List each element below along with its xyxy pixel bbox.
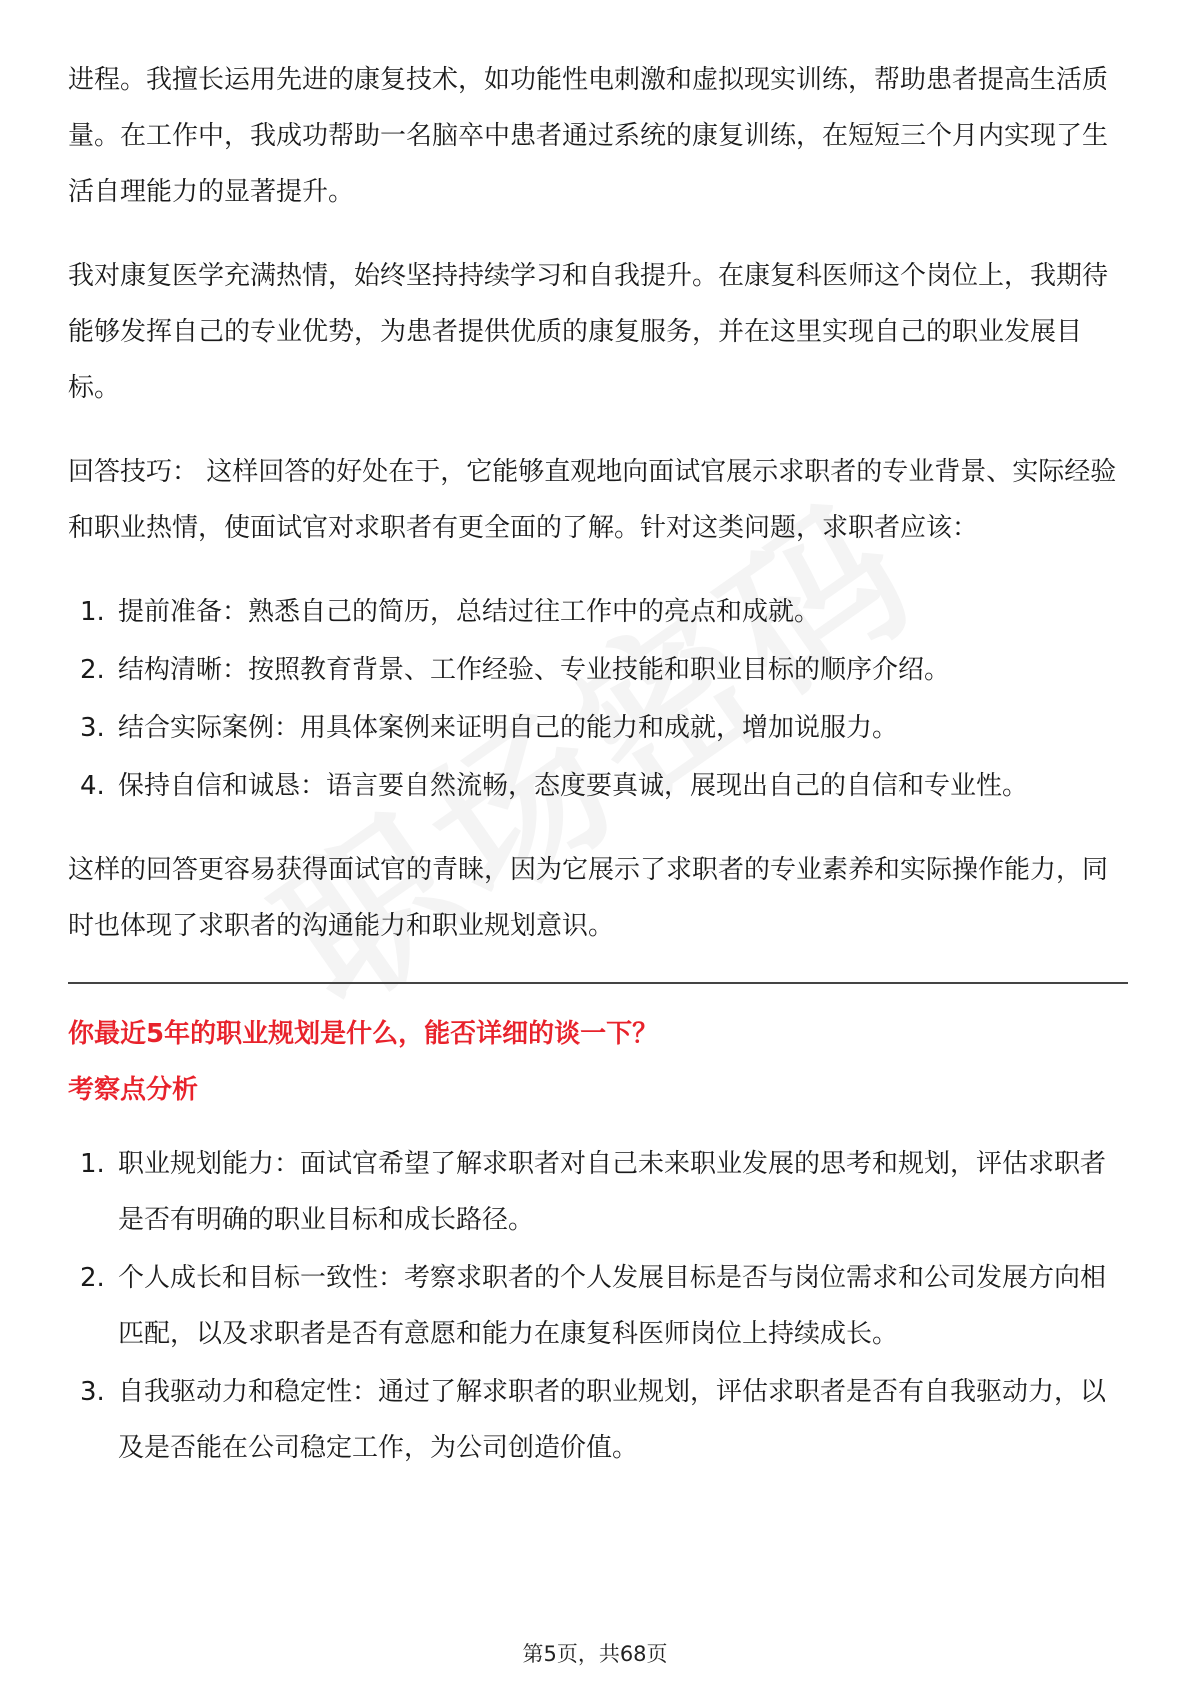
paragraph-answer-tips: 回答技巧： 这样回答的好处在于，它能够直观地向面试官展示求职者的专业背景、实际经验和职业热情，使面试官对求职者有更全面的了解。针对这类问题，求职者应该： — [68, 457, 1117, 543]
page-footer: 第5页，共68页 — [522, 1642, 668, 1666]
list-item-number: 2. — [80, 1263, 105, 1293]
list-item — [68, 642, 1128, 698]
list-item — [68, 1136, 1128, 1248]
list-item-number: 1. — [80, 597, 105, 627]
paragraph-passion: 我对康复医学充满热情，始终坚持持续学习和自我提升。在康复科医师这个岗位上，我期待能够发挥自己的专业优势，为患者提供优质的康复服务，并在这里实现自己的职业发展目标。 — [68, 261, 1109, 403]
list-item-text: 个人成长和目标一致性：考察求职者的个人发展目标是否与岗位需求和公司发展方向相匹配，以及求职者是否有意愿和能力在康复科医师岗位上持续成长。 — [118, 1263, 1107, 1349]
list-item — [68, 1250, 1128, 1362]
paragraph-closing: 这样的回答更容易获得面试官的青睐，因为它展示了求职者的专业素养和实际操作能力，同时也体现了求职者的沟通能力和职业规划意识。 — [68, 855, 1109, 941]
paragraph-experience: 进程。我擅长运用先进的康复技术，如功能性电刺激和虚拟现实训练，帮助患者提高生活质量。在工作中，我成功帮助一名脑卒中患者通过系统的康复训练，在短短三个月内实现了生活自理能力的显著提升。 — [68, 65, 1109, 207]
section-divider — [68, 982, 1128, 984]
page-content — [68, 52, 1128, 1476]
list-item — [68, 584, 1128, 640]
list-item-number: 3. — [80, 1377, 105, 1407]
list-item-number: 2. — [80, 655, 105, 685]
question-heading: 你最近5年的职业规划是什么，能否详细的谈一下？ — [68, 1019, 659, 1049]
list-item — [68, 1364, 1128, 1476]
list-item-text: 职业规划能力：面试官希望了解求职者对自己未来职业发展的思考和规划，评估求职者是否有明确的职业目标和成长路径。 — [118, 1149, 1107, 1235]
list-item — [68, 758, 1128, 814]
list-item-text: 结构清晰：按照教育背景、工作经验、专业技能和职业目标的顺序介绍。 — [118, 655, 951, 685]
list-item-number: 1. — [80, 1149, 105, 1179]
list-item-text: 保持自信和诚恳：语言要自然流畅，态度要真诚，展现出自己的自信和专业性。 — [118, 771, 1029, 801]
list-item-number: 4. — [80, 771, 105, 801]
list-item-text: 结合实际案例：用具体案例来证明自己的能力和成就，增加说服力。 — [118, 713, 899, 743]
analysis-list — [68, 1136, 1128, 1476]
list-item-text: 提前准备：熟悉自己的简历，总结过往工作中的亮点和成就。 — [118, 597, 821, 627]
analysis-heading: 考察点分析 — [68, 1075, 199, 1105]
list-item-text: 自我驱动力和稳定性：通过了解求职者的职业规划，评估求职者是否有自我驱动力，以及是否能在公司稳定工作，为公司创造价值。 — [118, 1377, 1107, 1463]
list-item-number: 3. — [80, 713, 105, 743]
tips-list — [68, 584, 1128, 814]
list-item — [68, 700, 1128, 756]
